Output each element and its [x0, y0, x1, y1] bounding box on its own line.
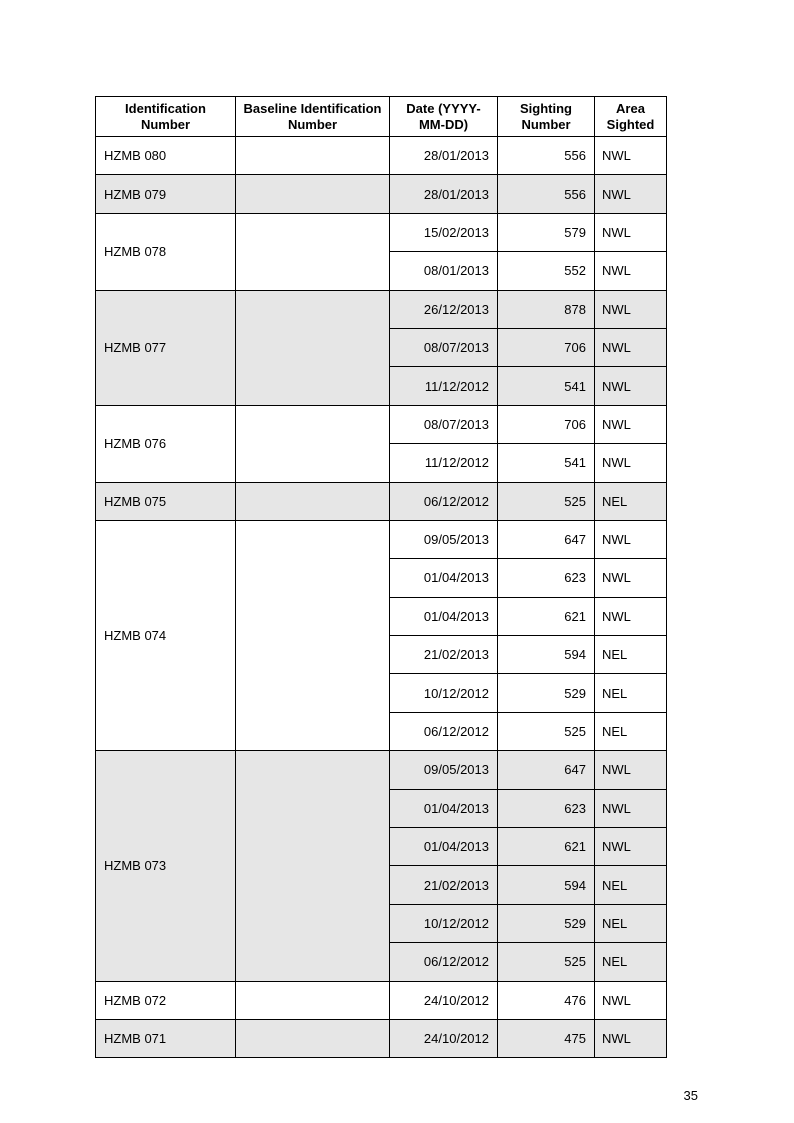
sighting-number-cell: 556	[498, 137, 595, 175]
date-cell: 09/05/2013	[390, 520, 498, 558]
sighting-number-cell: 623	[498, 789, 595, 827]
table-body	[96, 137, 667, 1058]
date-cell: 06/12/2012	[390, 712, 498, 750]
date-cell: 15/02/2013	[390, 213, 498, 251]
sighting-number-cell: 579	[498, 213, 595, 251]
table-row	[96, 520, 667, 558]
sighting-number-cell: 647	[498, 520, 595, 558]
area-sighted-cell: NEL	[595, 943, 667, 981]
sighting-number-cell: 878	[498, 290, 595, 328]
table-row	[96, 137, 667, 175]
area-sighted-cell: NWL	[595, 328, 667, 366]
sighting-number-cell: 475	[498, 1019, 595, 1057]
date-cell: 21/02/2013	[390, 636, 498, 674]
sighting-number-cell: 525	[498, 482, 595, 520]
table-row	[96, 290, 667, 328]
date-cell: 11/12/2012	[390, 444, 498, 482]
header-row	[96, 97, 667, 137]
sighting-number-cell: 476	[498, 981, 595, 1019]
area-sighted-cell: NEL	[595, 904, 667, 942]
baseline-id-cell	[236, 213, 390, 290]
area-sighted-cell: NWL	[595, 559, 667, 597]
date-cell: 28/01/2013	[390, 175, 498, 213]
table-row	[96, 482, 667, 520]
date-cell: 06/12/2012	[390, 943, 498, 981]
identification-number-cell: HZMB 076	[96, 405, 236, 482]
sighting-number-cell: 541	[498, 444, 595, 482]
date-cell: 26/12/2013	[390, 290, 498, 328]
sighting-number-cell: 621	[498, 828, 595, 866]
table-row	[96, 175, 667, 213]
sighting-number-cell: 594	[498, 866, 595, 904]
area-sighted-cell: NWL	[595, 1019, 667, 1057]
sighting-number-cell: 556	[498, 175, 595, 213]
identification-number-cell: HZMB 071	[96, 1019, 236, 1057]
date-cell: 24/10/2012	[390, 1019, 498, 1057]
date-cell: 06/12/2012	[390, 482, 498, 520]
date-cell: 11/12/2012	[390, 367, 498, 405]
date-cell: 21/02/2013	[390, 866, 498, 904]
sighting-number-cell: 706	[498, 328, 595, 366]
area-sighted-cell: NWL	[595, 213, 667, 251]
area-sighted-cell: NWL	[595, 789, 667, 827]
area-sighted-cell: NEL	[595, 674, 667, 712]
sighting-number-cell: 623	[498, 559, 595, 597]
sighting-number-cell: 525	[498, 712, 595, 750]
header-area-sighted: Area Sighted	[595, 97, 667, 137]
baseline-id-cell	[236, 405, 390, 482]
date-cell: 01/04/2013	[390, 597, 498, 635]
baseline-id-cell	[236, 482, 390, 520]
table-row	[96, 213, 667, 251]
header-identification-number: Identification Number	[96, 97, 236, 137]
identification-number-cell: HZMB 075	[96, 482, 236, 520]
sighting-number-cell: 552	[498, 252, 595, 290]
area-sighted-cell: NWL	[595, 520, 667, 558]
area-sighted-cell: NEL	[595, 636, 667, 674]
area-sighted-cell: NWL	[595, 367, 667, 405]
area-sighted-cell: NWL	[595, 405, 667, 443]
area-sighted-cell: NWL	[595, 252, 667, 290]
baseline-id-cell	[236, 175, 390, 213]
area-sighted-cell: NWL	[595, 981, 667, 1019]
baseline-id-cell	[236, 1019, 390, 1057]
date-cell: 28/01/2013	[390, 137, 498, 175]
area-sighted-cell: NWL	[595, 597, 667, 635]
area-sighted-cell: NWL	[595, 444, 667, 482]
area-sighted-cell: NEL	[595, 712, 667, 750]
baseline-id-cell	[236, 290, 390, 405]
identification-number-cell: HZMB 078	[96, 213, 236, 290]
date-cell: 09/05/2013	[390, 751, 498, 789]
sighting-number-cell: 621	[498, 597, 595, 635]
table-row	[96, 1019, 667, 1057]
identification-number-cell: HZMB 079	[96, 175, 236, 213]
area-sighted-cell: NWL	[595, 175, 667, 213]
table-row	[96, 405, 667, 443]
baseline-id-cell	[236, 981, 390, 1019]
identification-number-cell: HZMB 073	[96, 751, 236, 981]
area-sighted-cell: NWL	[595, 137, 667, 175]
table-row	[96, 981, 667, 1019]
baseline-id-cell	[236, 520, 390, 750]
sighting-number-cell: 525	[498, 943, 595, 981]
date-cell: 08/07/2013	[390, 405, 498, 443]
area-sighted-cell: NWL	[595, 751, 667, 789]
date-cell: 01/04/2013	[390, 559, 498, 597]
identification-number-cell: HZMB 074	[96, 520, 236, 750]
header-sighting-number: Sighting Number	[498, 97, 595, 137]
date-cell: 10/12/2012	[390, 904, 498, 942]
area-sighted-cell: NWL	[595, 828, 667, 866]
table-row	[96, 751, 667, 789]
baseline-id-cell	[236, 751, 390, 981]
sighting-number-cell: 594	[498, 636, 595, 674]
date-cell: 01/04/2013	[390, 828, 498, 866]
identification-number-cell: HZMB 080	[96, 137, 236, 175]
identification-number-cell: HZMB 072	[96, 981, 236, 1019]
area-sighted-cell: NEL	[595, 482, 667, 520]
sighting-table	[95, 96, 667, 1058]
sighting-number-cell: 706	[498, 405, 595, 443]
date-cell: 08/07/2013	[390, 328, 498, 366]
date-cell: 10/12/2012	[390, 674, 498, 712]
date-cell: 08/01/2013	[390, 252, 498, 290]
page-number: 35	[683, 1088, 698, 1103]
date-cell: 24/10/2012	[390, 981, 498, 1019]
area-sighted-cell: NEL	[595, 866, 667, 904]
header-date: Date (YYYY-MM-DD)	[390, 97, 498, 137]
sighting-number-cell: 541	[498, 367, 595, 405]
date-cell: 01/04/2013	[390, 789, 498, 827]
sighting-number-cell: 529	[498, 674, 595, 712]
table-header	[96, 97, 667, 137]
baseline-id-cell	[236, 137, 390, 175]
header-baseline-identification-number: Baseline Identification Number	[236, 97, 390, 137]
sighting-number-cell: 529	[498, 904, 595, 942]
sighting-number-cell: 647	[498, 751, 595, 789]
area-sighted-cell: NWL	[595, 290, 667, 328]
identification-number-cell: HZMB 077	[96, 290, 236, 405]
